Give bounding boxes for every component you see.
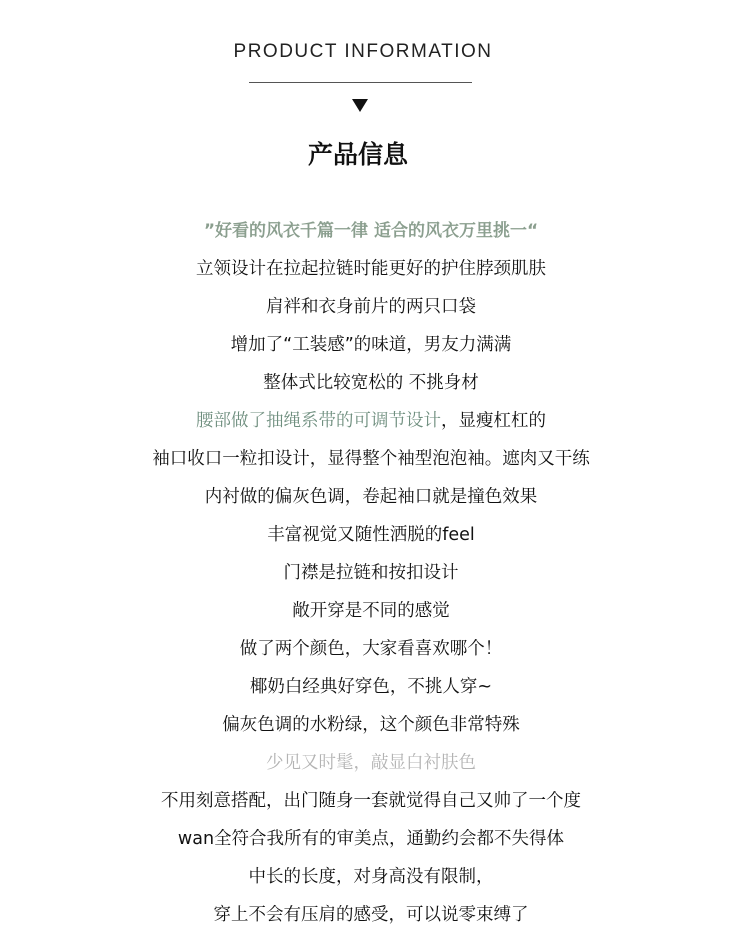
description-line: 丰富视觉又随性洒脱的feel bbox=[267, 525, 475, 545]
description-line: 袖口收口一粒扣设计，显得整个袖型泡泡袖。遮肉又干练 bbox=[152, 449, 590, 469]
description-line: 肩袢和衣身前片的两只口袋 bbox=[266, 297, 476, 317]
description-line: 偏灰色调的水粉绿，这个颜色非常特殊 bbox=[222, 715, 520, 735]
description-line: 不用刻意搭配，出门随身一套就觉得自己又帅了一个度 bbox=[161, 791, 581, 811]
description-line: wan全符合我所有的审美点，通勤约会都不失得体 bbox=[177, 829, 565, 849]
description-line: 穿上不会有压肩的感受，可以说零束缚了 bbox=[213, 905, 529, 925]
description-line: 椰奶白经典好穿色，不挑人穿~ bbox=[249, 677, 493, 697]
product-info-heading: PRODUCT INFORMATION bbox=[233, 41, 493, 62]
description-line: 整体式比较宽松的 不挑身材 bbox=[263, 373, 479, 393]
description-line: 内衬做的偏灰色调，卷起袖口就是撞色效果 bbox=[204, 487, 538, 507]
description-line: 门襟是拉链和按扣设计 bbox=[283, 563, 459, 583]
description-line bbox=[0, 402, 742, 440]
description-line: 立领设计在拉起拉链时能更好的护住脖颈肌肤 bbox=[196, 259, 546, 279]
heading-divider bbox=[249, 82, 472, 83]
slogan-line: ”好看的风衣千篇一律 适合的风衣万里挑一“ bbox=[203, 221, 539, 241]
description-line: 敞开穿是不同的感觉 bbox=[292, 601, 450, 621]
product-info-heading-cn: 产品信息 bbox=[307, 140, 408, 169]
drawstring-highlight: 腰部做了抽绳系带的可调节设计 bbox=[196, 411, 441, 431]
down-triangle-icon bbox=[352, 99, 368, 112]
description-line: 做了两个颜色，大家看喜欢哪个！ bbox=[239, 639, 503, 659]
description-line: 中长的长度，对身高没有限制， bbox=[248, 867, 494, 887]
description-line-faded: 少见又时髦，敲显白衬肤色 bbox=[266, 753, 476, 773]
description-line: 增加了“工装感”的味道，男友力满满 bbox=[230, 335, 512, 355]
description-line-tail: ，显瘦杠杠的 bbox=[441, 411, 546, 431]
description-list bbox=[0, 212, 742, 934]
